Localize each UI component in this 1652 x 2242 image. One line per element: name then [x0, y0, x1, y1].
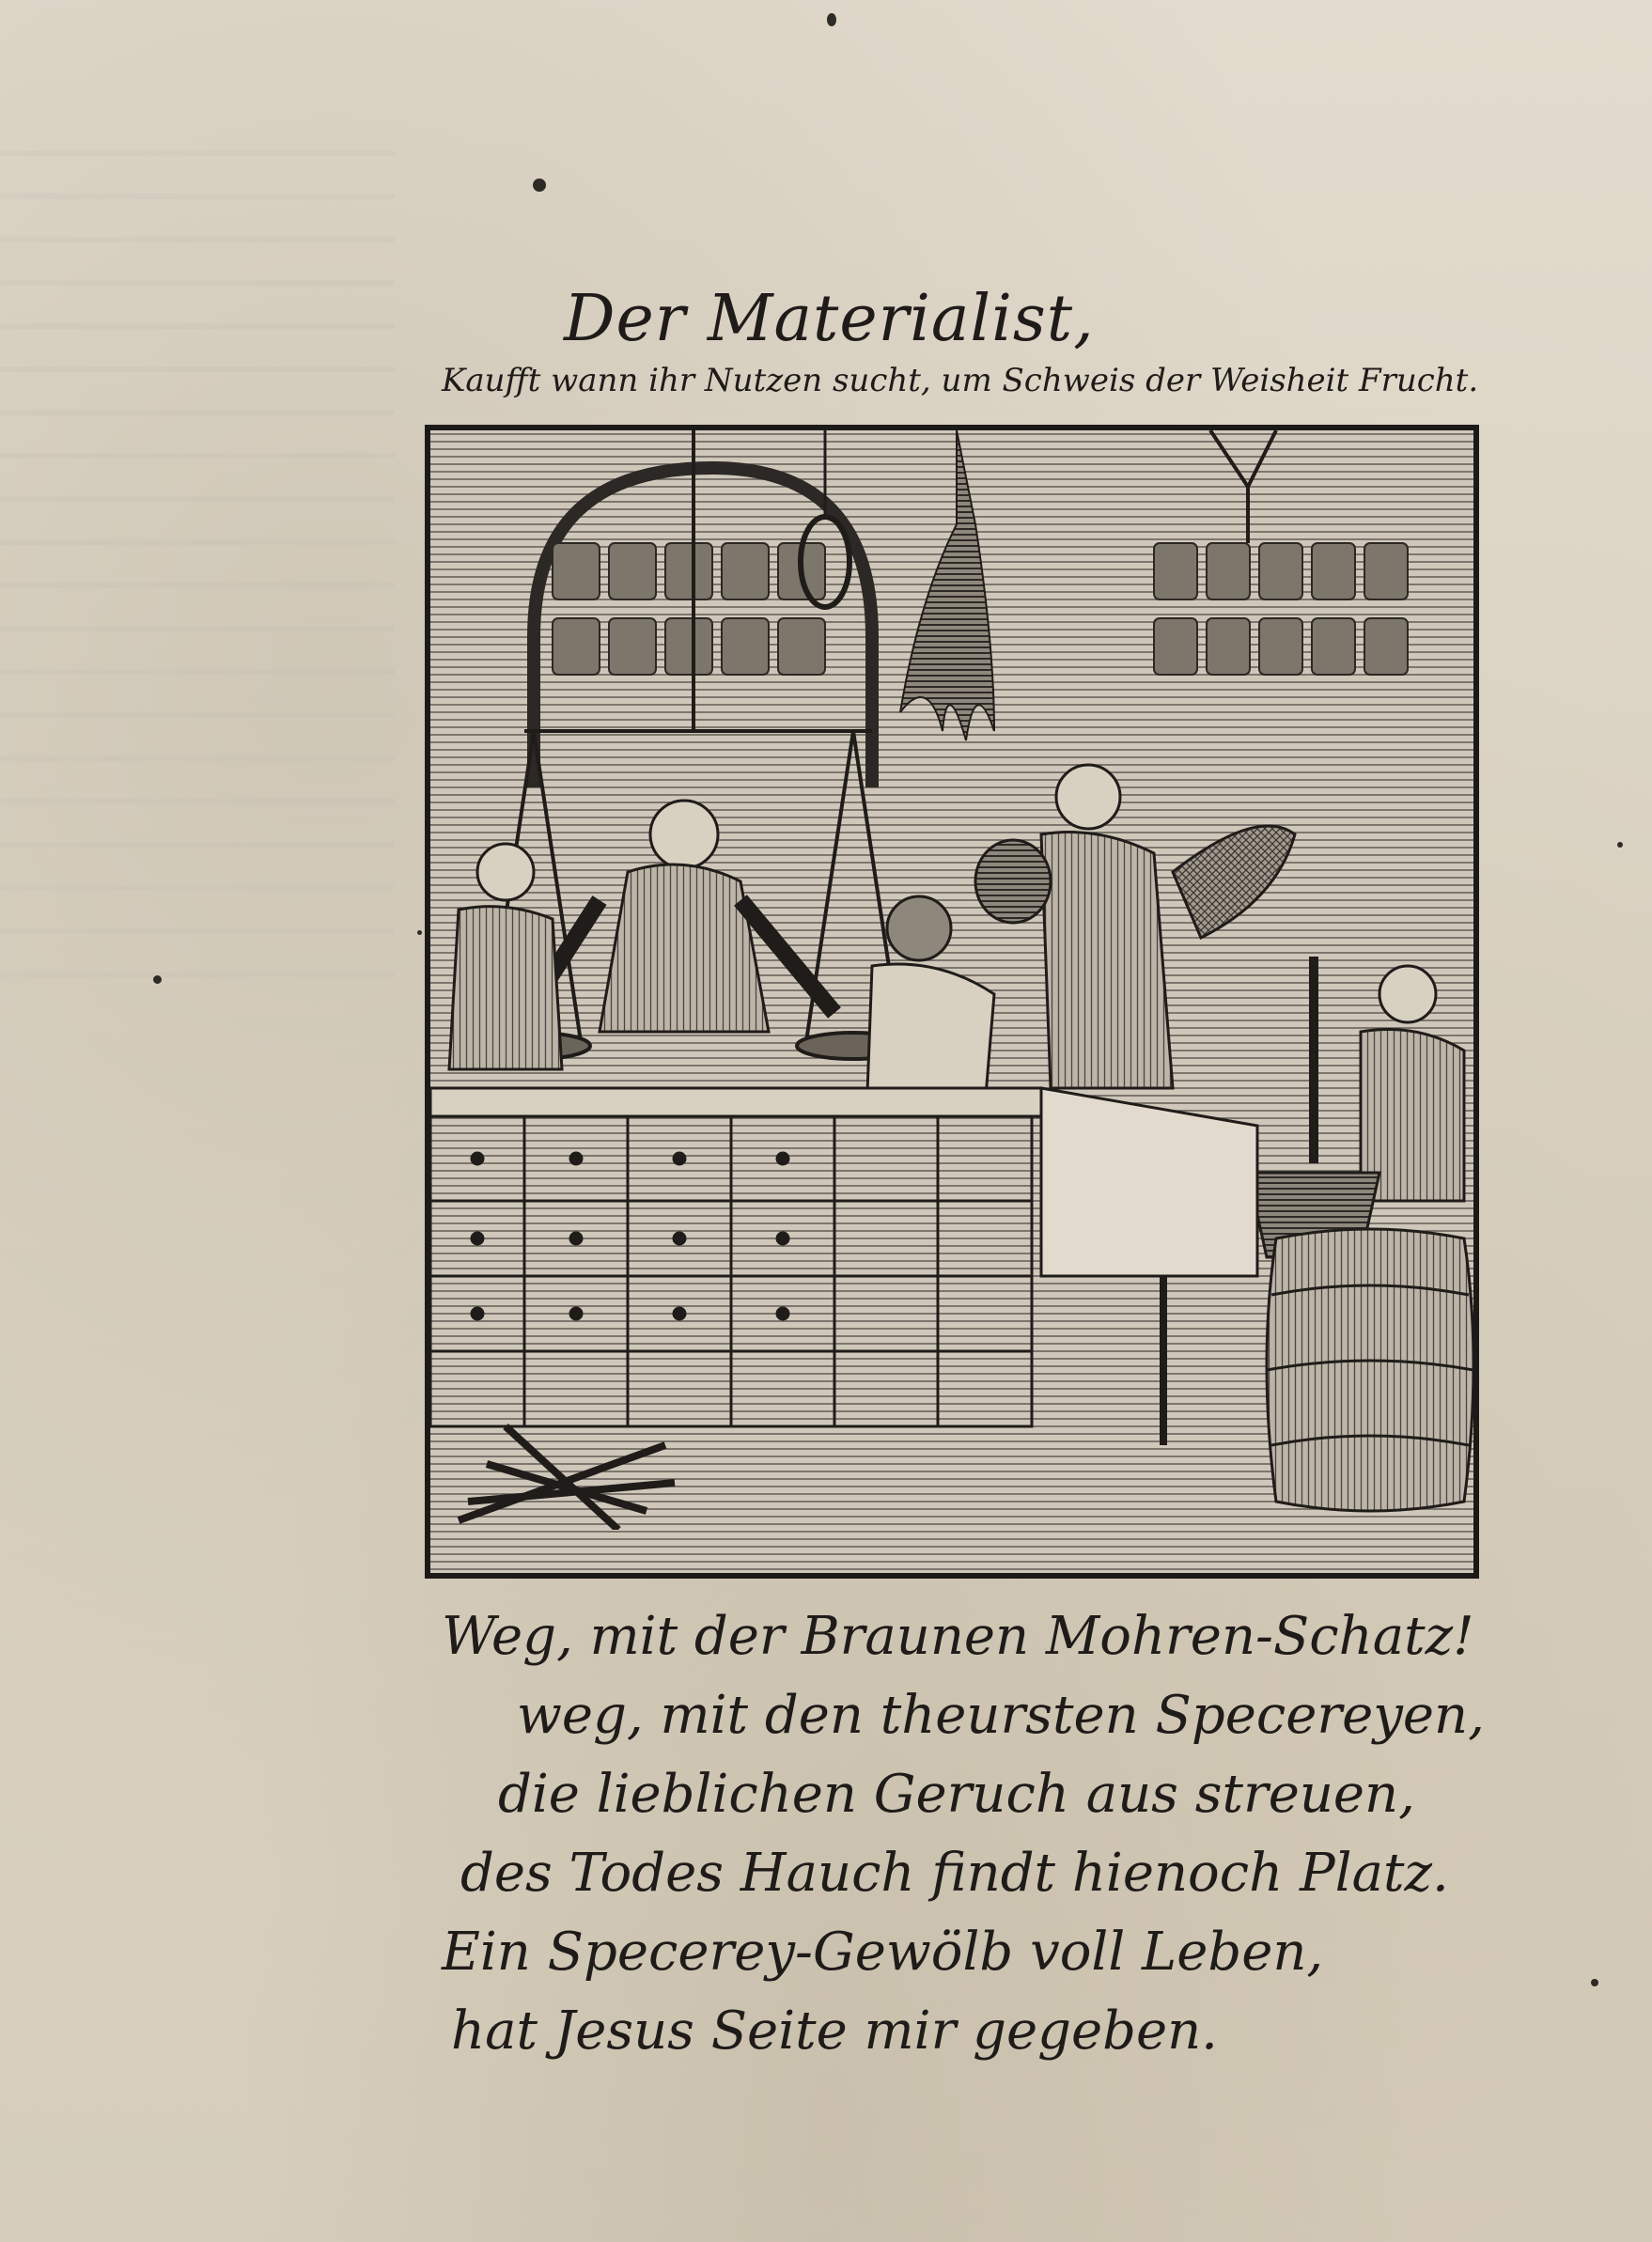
- ink-speck: [827, 13, 836, 26]
- barrel: [1267, 1229, 1473, 1511]
- ink-speck: [1617, 842, 1623, 848]
- verse-line-3: die lieblichen Geruch aus streuen,: [498, 1764, 1415, 1825]
- verse-block: [442, 1597, 1513, 2071]
- shop-counter: [430, 1088, 1041, 1426]
- engraving-illustration: [425, 425, 1479, 1579]
- verse-line-4: des Todes Hauch findt hienoch Platz.: [460, 1843, 1449, 1904]
- ink-speck: [417, 930, 422, 935]
- bleed-through-text: [0, 150, 395, 996]
- plate-subtitle: Kaufft wann ihr Nutzen sucht, um Schweis der Weisheit Frucht.: [442, 362, 1479, 399]
- ink-speck: [533, 179, 546, 192]
- ink-speck: [1591, 1979, 1598, 1986]
- plate-title: Der Materialist,: [564, 282, 1095, 356]
- verse-line-2: weg, mit den theursten Specereyen,: [517, 1685, 1485, 1746]
- ink-speck: [153, 975, 162, 984]
- verse-line-5: Ein Specerey-Gewölb voll Leben,: [442, 1922, 1324, 1983]
- verse-line-6: hat Jesus Seite mir gegeben.: [451, 2001, 1218, 2062]
- floor: [430, 1530, 1473, 1573]
- verse-line-1: Weg, mit der Braunen Mohren-Schatz!: [442, 1606, 1474, 1667]
